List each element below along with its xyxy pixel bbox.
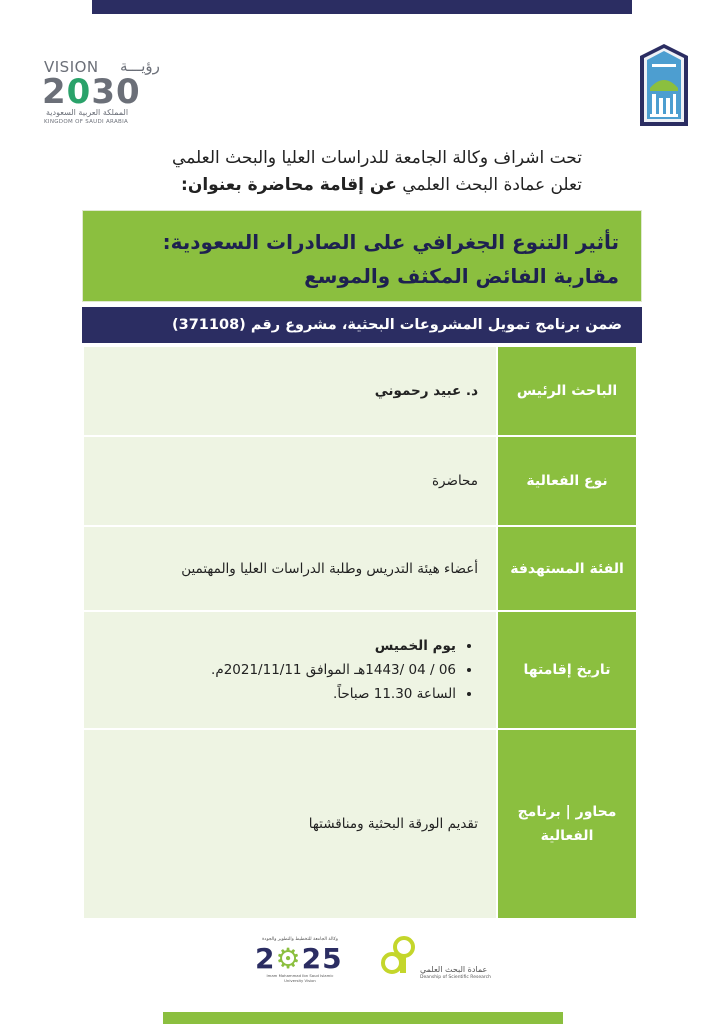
row-agenda — [84, 730, 636, 920]
logo-2025-number: 2⚙25 — [255, 942, 343, 975]
label-date: تاريخ إقامتها — [498, 612, 636, 730]
logo-2025-subtitle: Imam Mohammad Ibn Saud Islamic University Vision — [266, 973, 334, 983]
vision-2030-logo — [40, 57, 160, 125]
label-event-type: نوع الفعالية — [498, 437, 636, 527]
deanship-research-logo — [380, 935, 491, 983]
vision-word: VISION — [44, 58, 99, 76]
header-line-1: تحت اشراف وكالة الجامعة للدراسات العليا والبحث العلمي — [172, 148, 582, 168]
value-event-type: محاضرة — [84, 437, 496, 527]
row-audience — [84, 527, 636, 612]
date-time: • الساعة 11.30 صباحاً. — [211, 682, 456, 706]
date-list — [211, 634, 478, 706]
vision-kingdom-english: KINGDOM OF SAUDI ARABIA — [44, 119, 129, 125]
deanship-english-name: Deanship of Scientific Research — [420, 975, 491, 980]
date-dates: • 06 / 04 /1443هـ الموافق 2021/11/11م. — [211, 658, 456, 682]
bottom-decorative-bar — [163, 1012, 563, 1024]
university-vision-2025-logo — [253, 937, 345, 983]
deanship-research-icon — [380, 935, 420, 979]
header-line-2-bold: عن إقامة محاضرة بعنوان: — [181, 175, 397, 195]
vision-kingdom-arabic: المملكة العربية السعودية — [46, 108, 129, 117]
deanship-arabic-name: عمادة البحث العلمي — [420, 965, 488, 974]
label-researcher: الباحث الرئيس — [498, 347, 636, 437]
label-audience: الفئة المستهدفة — [498, 527, 636, 612]
row-event-type — [84, 437, 636, 527]
row-researcher — [84, 347, 636, 437]
top-decorative-bar — [92, 0, 632, 14]
row-date — [84, 612, 636, 730]
vision-arabic-word: رؤيـــة — [120, 57, 160, 75]
value-audience: أعضاء هيئة التدريس وطلبة الدراسات العليا والمهتمين — [84, 527, 496, 612]
university-emblem-icon — [638, 42, 690, 128]
value-agenda: تقديم الورقة البحثية ومناقشتها — [84, 730, 496, 920]
announcement-header — [122, 145, 582, 199]
vision-year: 2030 — [42, 72, 141, 112]
program-banner: ضمن برنامج تمويل المشروعات البحثية، مشروع رقم (371108) — [82, 307, 642, 343]
value-date — [84, 612, 496, 730]
date-day: • يوم الخميس — [211, 634, 456, 658]
label-agenda: محاور | برنامج الفعالية — [498, 730, 636, 920]
value-researcher: د. عبيد رحموني — [84, 347, 496, 437]
lecture-title: تأثير التنوع الجغرافي على الصادرات السعودية: مقاربة الفائض المكثف والموسع — [82, 210, 642, 302]
header-line-2: تعلن عمادة البحث العلمي عن إقامة محاضرة بعنوان: — [181, 175, 582, 195]
logo-2025-agency-text: وكالة الجامعة للتخطيط والتطوير والجودة — [262, 937, 338, 942]
